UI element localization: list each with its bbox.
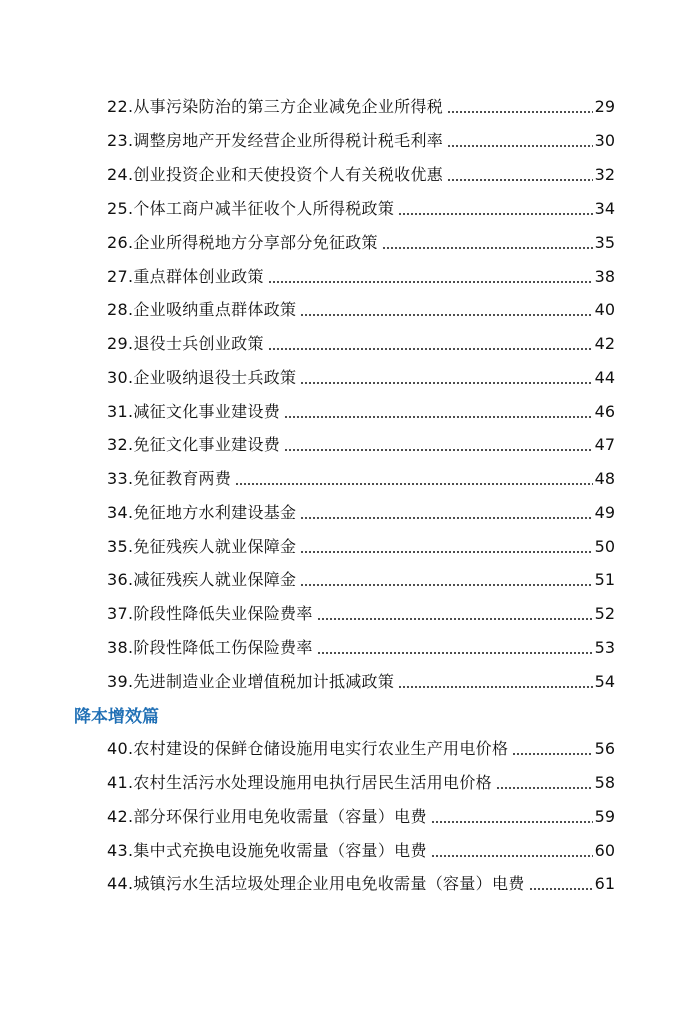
toc-entry[interactable] xyxy=(107,196,615,222)
toc-entry-title: 40.农村建设的保鲜仓储设施用电实行农业生产用电价格 xyxy=(107,739,509,758)
toc-entry-title: 34.免征地方水利建设基金 xyxy=(107,503,297,522)
toc-entry-page: 60 xyxy=(594,841,615,860)
toc-entry[interactable] xyxy=(107,466,615,492)
toc-entry-title: 30.企业吸纳退役士兵政策 xyxy=(107,368,297,387)
toc-entry[interactable] xyxy=(107,94,615,120)
dot-leader xyxy=(284,416,593,418)
dot-leader xyxy=(529,888,593,890)
toc-entry-page: 38 xyxy=(594,267,615,286)
toc-entry[interactable] xyxy=(107,162,615,188)
toc-entry[interactable] xyxy=(107,669,615,695)
toc-entry-title: 31.减征文化事业建设费 xyxy=(107,402,281,421)
toc-entry-title: 23.调整房地产开发经营企业所得税计税毛利率 xyxy=(107,131,444,150)
dot-leader xyxy=(398,686,592,688)
toc-entry-page: 46 xyxy=(594,402,615,421)
section-heading[interactable]: 降本增效篇 xyxy=(74,707,159,727)
toc-entry[interactable] xyxy=(107,770,615,796)
toc-entry-page: 52 xyxy=(594,604,615,623)
toc-entry-page: 49 xyxy=(594,503,615,522)
dot-leader xyxy=(300,551,592,553)
toc-entry-page: 32 xyxy=(594,165,615,184)
toc-entry[interactable] xyxy=(107,736,615,762)
toc-entry-title: 43.集中式充换电设施免收需量（容量）电费 xyxy=(107,841,427,860)
dot-leader xyxy=(496,787,593,789)
toc-entry-title: 22.从事污染防治的第三方企业减免企业所得税 xyxy=(107,97,444,116)
dot-leader xyxy=(447,145,593,147)
toc-entry-page: 29 xyxy=(594,97,615,116)
toc-entry-title: 36.减征残疾人就业保障金 xyxy=(107,570,297,589)
toc-entry-page: 48 xyxy=(594,469,615,488)
dot-leader xyxy=(268,348,593,350)
toc-entry-page: 40 xyxy=(594,300,615,319)
dot-leader xyxy=(300,517,592,519)
toc-entry-page: 59 xyxy=(594,807,615,826)
toc-entry[interactable] xyxy=(107,601,615,627)
toc-entry-page: 47 xyxy=(594,435,615,454)
dot-leader xyxy=(431,855,593,857)
dot-leader xyxy=(300,314,592,316)
toc-entry-title: 44.城镇污水生活垃圾处理企业用电免收需量（容量）电费 xyxy=(107,874,525,893)
toc-entry-title: 41.农村生活污水处理设施用电执行居民生活用电价格 xyxy=(107,773,492,792)
toc-entry-title: 42.部分环保行业用电免收需量（容量）电费 xyxy=(107,807,427,826)
toc-entry[interactable] xyxy=(107,635,615,661)
toc-entry-title: 37.阶段性降低失业保险费率 xyxy=(107,604,313,623)
dot-leader xyxy=(268,281,593,283)
toc-entry-title: 26.企业所得税地方分享部分免征政策 xyxy=(107,233,378,252)
toc-entry-title: 35.免征残疾人就业保障金 xyxy=(107,537,297,556)
dot-leader xyxy=(300,382,592,384)
toc-entry-page: 51 xyxy=(594,570,615,589)
toc-entry-page: 54 xyxy=(594,672,615,691)
toc-entry-page: 30 xyxy=(594,131,615,150)
dot-leader xyxy=(317,618,593,620)
toc-entry[interactable] xyxy=(107,128,615,154)
toc-entry-title: 39.先进制造业企业增值税加计抵减政策 xyxy=(107,672,395,691)
toc-entry[interactable] xyxy=(107,264,615,290)
toc-entry[interactable] xyxy=(107,500,615,526)
toc-entry[interactable] xyxy=(107,365,615,391)
dot-leader xyxy=(447,111,593,113)
toc-entry-page: 53 xyxy=(594,638,615,657)
dot-leader xyxy=(317,652,593,654)
dot-leader xyxy=(431,821,593,823)
toc-entry[interactable] xyxy=(107,804,615,830)
dot-leader xyxy=(512,753,592,755)
toc-entry-title: 33.免征教育两费 xyxy=(107,469,232,488)
toc-entry-title: 32.免征文化事业建设费 xyxy=(107,435,281,454)
toc-entry-page: 42 xyxy=(594,334,615,353)
toc-entry-title: 24.创业投资企业和天使投资个人有关税收优惠 xyxy=(107,165,444,184)
dot-leader xyxy=(235,483,592,485)
toc-entry[interactable] xyxy=(107,331,615,357)
toc-entry[interactable] xyxy=(107,399,615,425)
toc-entry[interactable] xyxy=(107,297,615,323)
dot-leader xyxy=(398,213,592,215)
toc-entry[interactable] xyxy=(107,230,615,256)
toc-entry[interactable] xyxy=(107,432,615,458)
toc-entry-page: 58 xyxy=(594,773,615,792)
dot-leader xyxy=(284,449,593,451)
toc-entry[interactable] xyxy=(107,534,615,560)
toc-entry-title: 38.阶段性降低工伤保险费率 xyxy=(107,638,313,657)
toc-entry-title: 27.重点群体创业政策 xyxy=(107,267,264,286)
dot-leader xyxy=(447,179,593,181)
toc-entry[interactable] xyxy=(107,838,615,864)
toc-entry-page: 56 xyxy=(594,739,615,758)
toc-entry-title: 25.个体工商户减半征收个人所得税政策 xyxy=(107,199,395,218)
toc-entry-page: 61 xyxy=(594,874,615,893)
toc-entry-title: 28.企业吸纳重点群体政策 xyxy=(107,300,297,319)
dot-leader xyxy=(300,584,592,586)
toc-entry-page: 35 xyxy=(594,233,615,252)
toc-entry[interactable] xyxy=(107,567,615,593)
dot-leader xyxy=(382,247,593,249)
toc-entry-page: 50 xyxy=(594,537,615,556)
toc-entry[interactable] xyxy=(107,871,615,897)
toc-entry-title: 29.退役士兵创业政策 xyxy=(107,334,264,353)
toc-entry-page: 44 xyxy=(594,368,615,387)
toc-entry-page: 34 xyxy=(594,199,615,218)
